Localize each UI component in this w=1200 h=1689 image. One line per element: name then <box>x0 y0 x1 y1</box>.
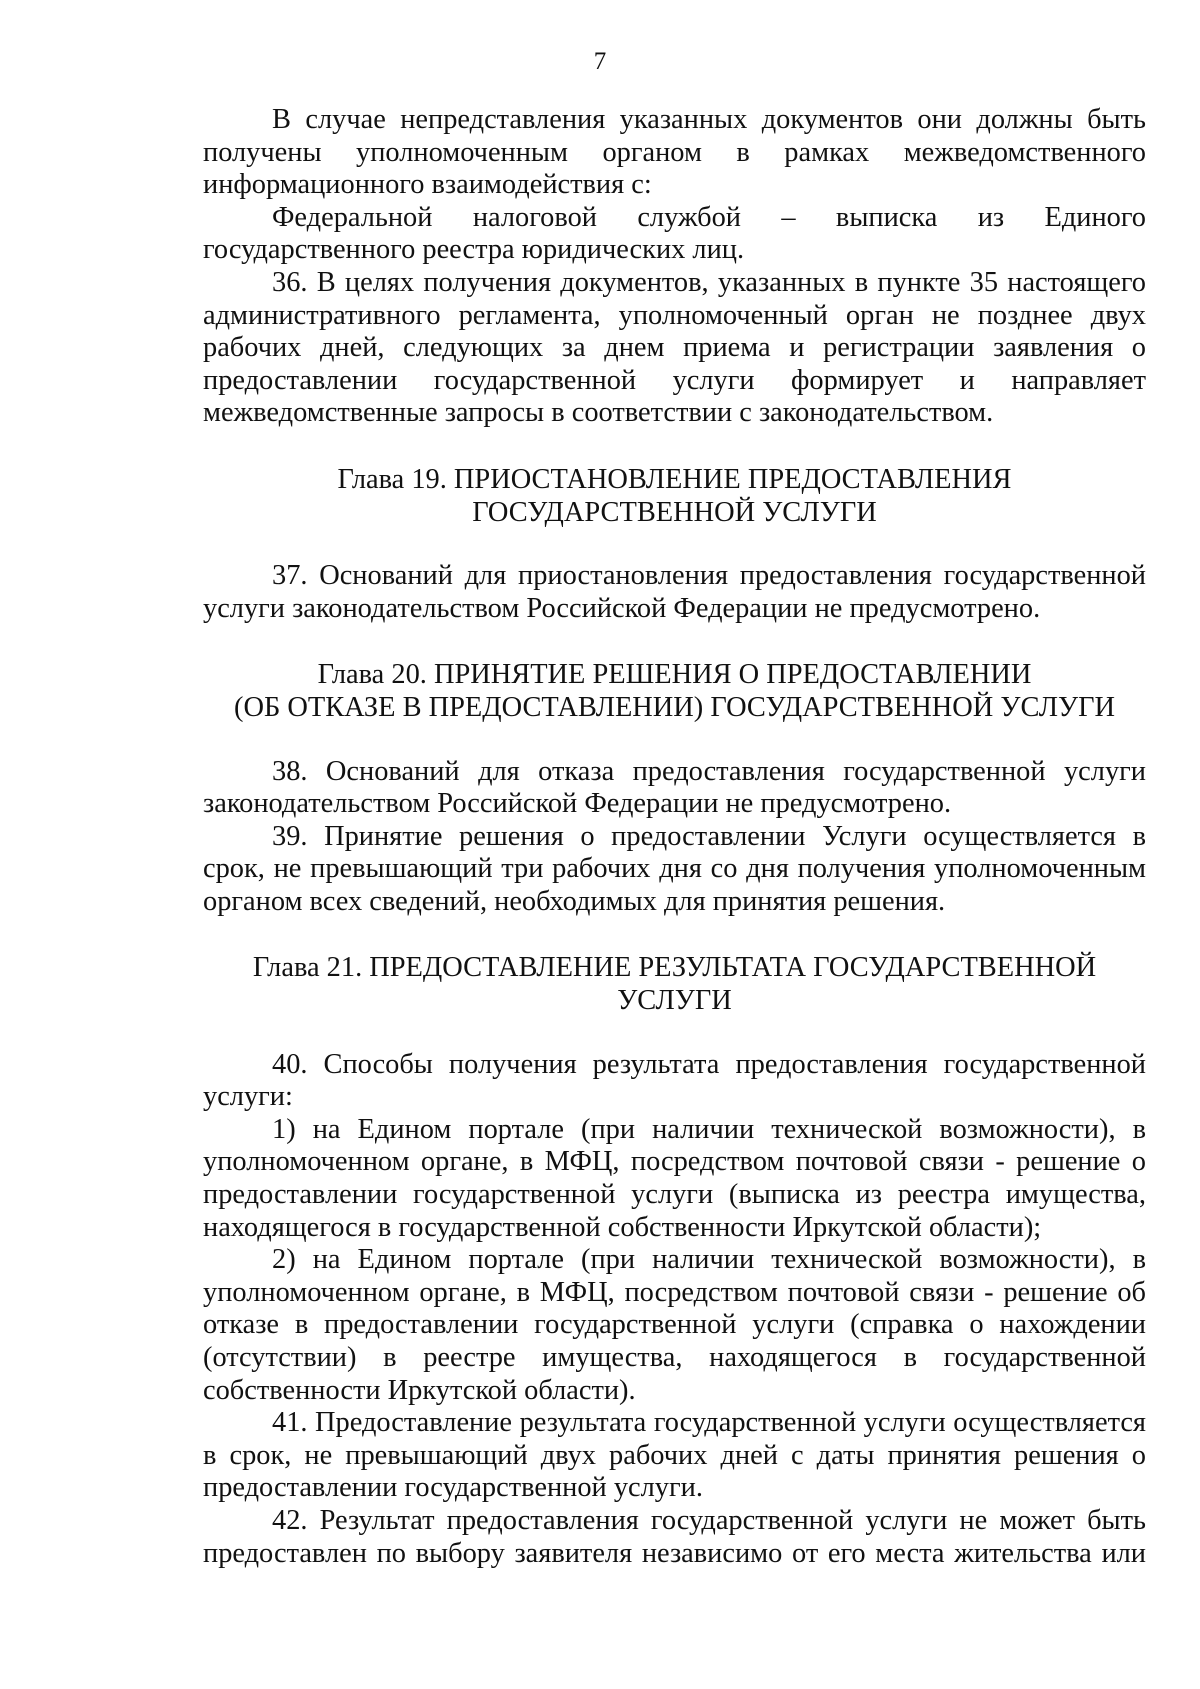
page-number: 7 <box>593 48 607 75</box>
chapter-heading <box>203 464 1146 529</box>
chapter-heading-line: (ОБ ОТКАЗЕ В ПРЕДОСТАВЛЕНИИ) ГОСУДАРСТВЕННОЙ УСЛУГИ <box>234 691 1115 723</box>
paragraph: 39. Принятие решения о предоставлении Услуги осуществляется в срок, не превышающий три рабочих дня со дня получения уполномоченным органом всех сведений, необходимых для принятия решения. <box>203 820 1146 917</box>
spacer <box>203 430 1146 464</box>
paragraph: 38. Оснований для отказа предоставления государственной услуги законодательством Российской Федерации не предусмотрено. <box>203 755 1146 820</box>
paragraph: В случае непредставления указанных документов они должны быть получены уполномоченным органом в рамках межведомственного информационного взаимодействия с: <box>203 104 1146 201</box>
paragraph: 42. Результат предоставления государственной услуги не может быть предоставлен по выбору заявителя независимо от его места жительства или <box>203 1504 1146 1569</box>
chapter-heading <box>203 952 1146 1017</box>
paragraph: 37. Оснований для приостановления предоставления государственной услуги законодательством Российской Федерации не предусмотрено. <box>203 560 1146 624</box>
chapter-heading-line: Глава 19. ПРИОСТАНОВЛЕНИЕ ПРЕДОСТАВЛЕНИЯ <box>337 463 1012 495</box>
chapter-heading-line: УСЛУГИ <box>617 985 732 1017</box>
paragraph: Федеральной налоговой службой – выписка из Единого государственного реестра юридических лиц. <box>203 201 1146 266</box>
paragraph: 40. Способы получения результата предоставления государственной услуги: <box>203 1048 1146 1113</box>
chapter-heading-line: Глава 20. ПРИНЯТИЕ РЕШЕНИЯ О ПРЕДОСТАВЛЕНИИ <box>317 659 1032 691</box>
spacer <box>203 918 1146 952</box>
spacer <box>203 625 1146 659</box>
spacer <box>203 725 1146 756</box>
spacer <box>203 529 1146 560</box>
chapter-heading <box>203 659 1146 724</box>
chapter-heading-line: Глава 21. ПРЕДОСТАВЛЕНИЕ РЕЗУЛЬТАТА ГОСУДАРСТВЕННОЙ <box>252 952 1097 984</box>
paragraph: 1) на Едином портале (при наличии технической возможности), в уполномоченном органе, в МФЦ, посредством почтовой связи - решение о предоставлении государственной услуги (выписка из реестра имущества, находящегося в государственной собственности Иркутской области); <box>203 1113 1146 1243</box>
document-body <box>203 104 1146 1570</box>
spacer <box>203 1018 1146 1049</box>
paragraph: 36. В целях получения документов, указанных в пункте 35 настоящего административного регламента, уполномоченный орган не позднее двух рабочих дней, следующих за днем приема и регистрации заявления о предоставлении государственной услуги формирует и направляет межведомственные запросы в соответствии с законодательством. <box>203 266 1146 429</box>
paragraph: 2) на Едином портале (при наличии технической возможности), в уполномоченном органе, в МФЦ, посредством почтовой связи - решение об отказе в предоставлении государственной услуги (справка о нахождении (отсутствии) в реестре имущества, находящегося в государственной собственности Иркутской области). <box>203 1244 1146 1406</box>
chapter-heading-line: ГОСУДАРСТВЕННОЙ УСЛУГИ <box>472 496 877 528</box>
paragraph: 41. Предоставление результата государственной услуги осуществляется в срок, не превышающий двух рабочих дней с даты принятия решения о предоставлении государственной услуги. <box>203 1407 1146 1504</box>
